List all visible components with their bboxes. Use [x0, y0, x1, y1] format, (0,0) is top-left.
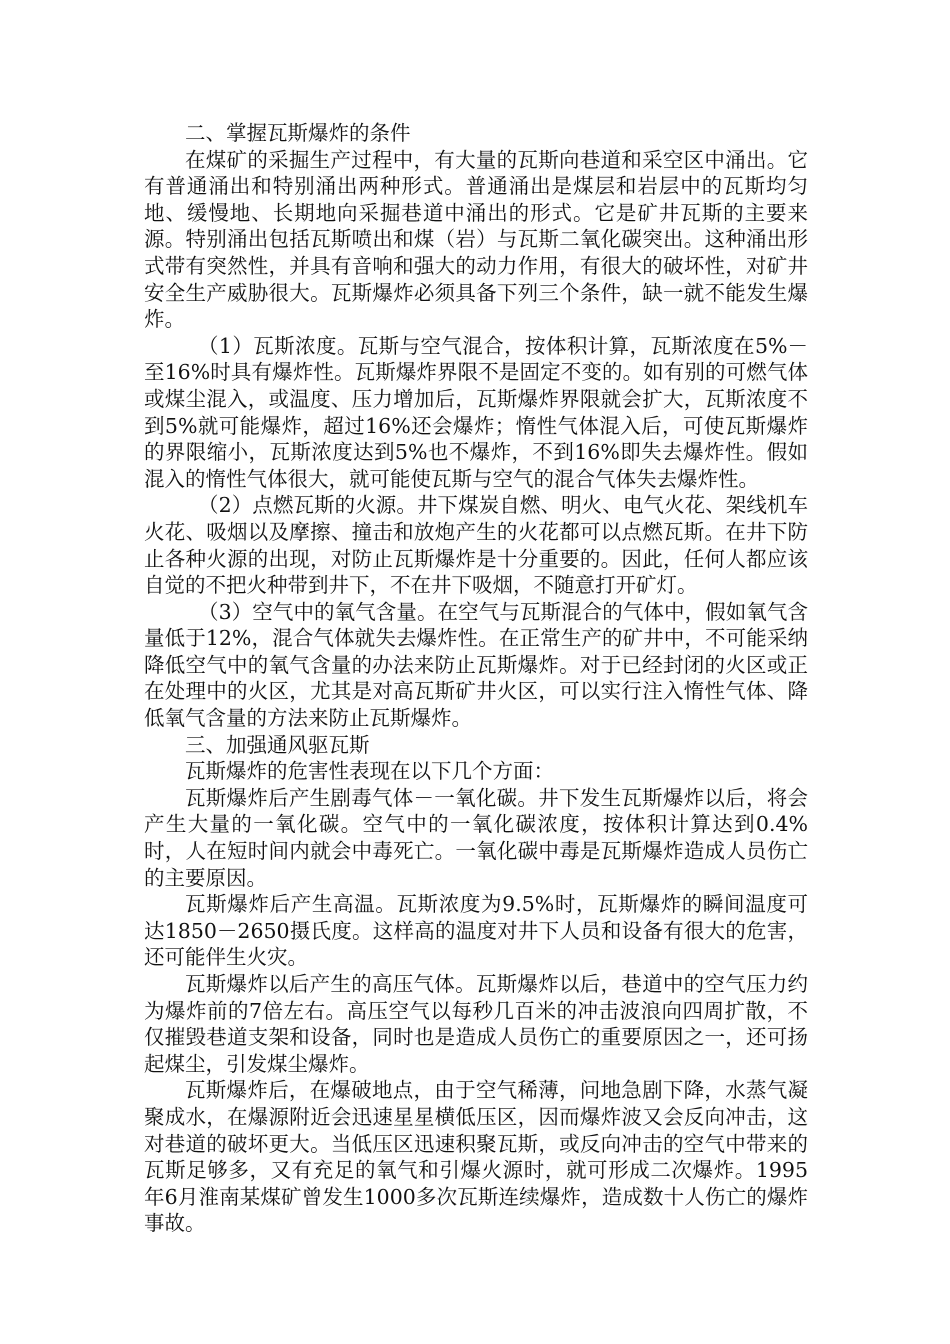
section-heading: 三、加强通风驱瓦斯	[185, 732, 370, 757]
body-paragraph: 瓦斯爆炸的危害性表现在以下几个方面：	[185, 759, 554, 784]
condition-item-3: （3）空气中的氧气含量。在空气与瓦斯混合的气体中，假如氧气含量低于12%，混合气体就失去爆炸性。在正常生产的矿井中，不可能采纳降低空气中的氧气含量的办法来防止瓦斯爆炸。对于已经封闭的火区或正在处理中的火区，尤其是对高瓦斯矿井火区，可以实行注入惰性气体、降低氧气含量的方法来防止瓦斯爆炸。	[144, 599, 808, 731]
section-heading: 二、掌握瓦斯爆炸的条件	[185, 121, 411, 145]
body-paragraph: 瓦斯爆炸后，在爆破地点，由于空气稀薄，问地急剧下降，水蒸气凝聚成水，在爆源附近会迅速星星横低压区，因而爆炸波又会反向冲击，这对巷道的破坏更大。当低压区迅速积聚瓦斯，或反向冲击的空气中带来的瓦斯足够多，又有充足的氧气和引爆火源时，就可形成二次爆炸。1995年6月淮南某煤矿曾发生1000多次瓦斯连续爆炸，造成数十人伤亡的爆炸事故。	[144, 1078, 808, 1236]
body-paragraph: 瓦斯爆炸以后产生的高压气体。瓦斯爆炸以后，巷道中的空气压力约为爆炸前的7倍左右。高压空气以每秒几百米的冲击波浪向四周扩散，不仅摧毁巷道支架和设备，同时也是造成人员伤亡的重要原因之一，还可扬起煤尘，引发煤尘爆炸。	[144, 972, 808, 1076]
body-paragraph: 在煤矿的采掘生产过程中，有大量的瓦斯向巷道和采空区中涌出。它有普通涌出和特别涌出两种形式。普通涌出是煤层和岩层中的瓦斯均匀地、缓慢地、长期地向采掘巷道中涌出的形式。它是矿井瓦斯的主要来源。特别涌出包括瓦斯喷出和煤（岩）与瓦斯二氧化碳突出。这种涌出形式带有突然性，并具有音响和强大的动力作用，有很大的破坏性，对矿井安全生产威胁很大。瓦斯爆炸必须具备下列三个条件，缺一就不能发生爆炸。	[144, 147, 808, 332]
condition-item-2: （2）点燃瓦斯的火源。井下煤炭自燃、明火、电气火花、架线机车火花、吸烟以及摩擦、撞击和放炮产生的火花都可以点燃瓦斯。在井下防止各种火源的出现，对防止瓦斯爆炸是十分重要的。因此，任何人都应该自觉的不把火种带到井下，不在井下吸烟，不随意打开矿灯。	[144, 493, 808, 598]
body-paragraph: 瓦斯爆炸后产生高温。瓦斯浓度为9.5%时，瓦斯爆炸的瞬间温度可达1850－2650摄氏度。这样高的温度对井下人员和设备有很大的危害，还可能伴生火灾。	[144, 892, 808, 970]
body-paragraph: 瓦斯爆炸后产生剧毒气体－一氧化碳。井下发生瓦斯爆炸以后，将会产生大量的一氧化碳。空气中的一氧化碳浓度，按体积计算达到0.4%时，人在短时间内就会中毒死亡。一氧化碳中毒是瓦斯爆炸造成人员伤亡的主要原因。	[144, 785, 808, 890]
document-body	[144, 120, 808, 1237]
condition-item-1: （1）瓦斯浓度。瓦斯与空气混合，按体积计算，瓦斯浓度在5%－至16%时具有爆炸性。瓦斯爆炸界限不是固定不变的。如有别的可燃气体或煤尘混入，或温度、压力增加后，瓦斯爆炸界限就会扩大，瓦斯浓度不到5%就可能爆炸，超过16%还会爆炸；惰性气体混入后，可使瓦斯爆炸的界限缩小，瓦斯浓度达到5%也不爆炸，不到16%即失去爆炸性。假如混入的惰性气体很大，就可能使瓦斯与空气的混合气体失去爆炸性。	[144, 333, 808, 491]
